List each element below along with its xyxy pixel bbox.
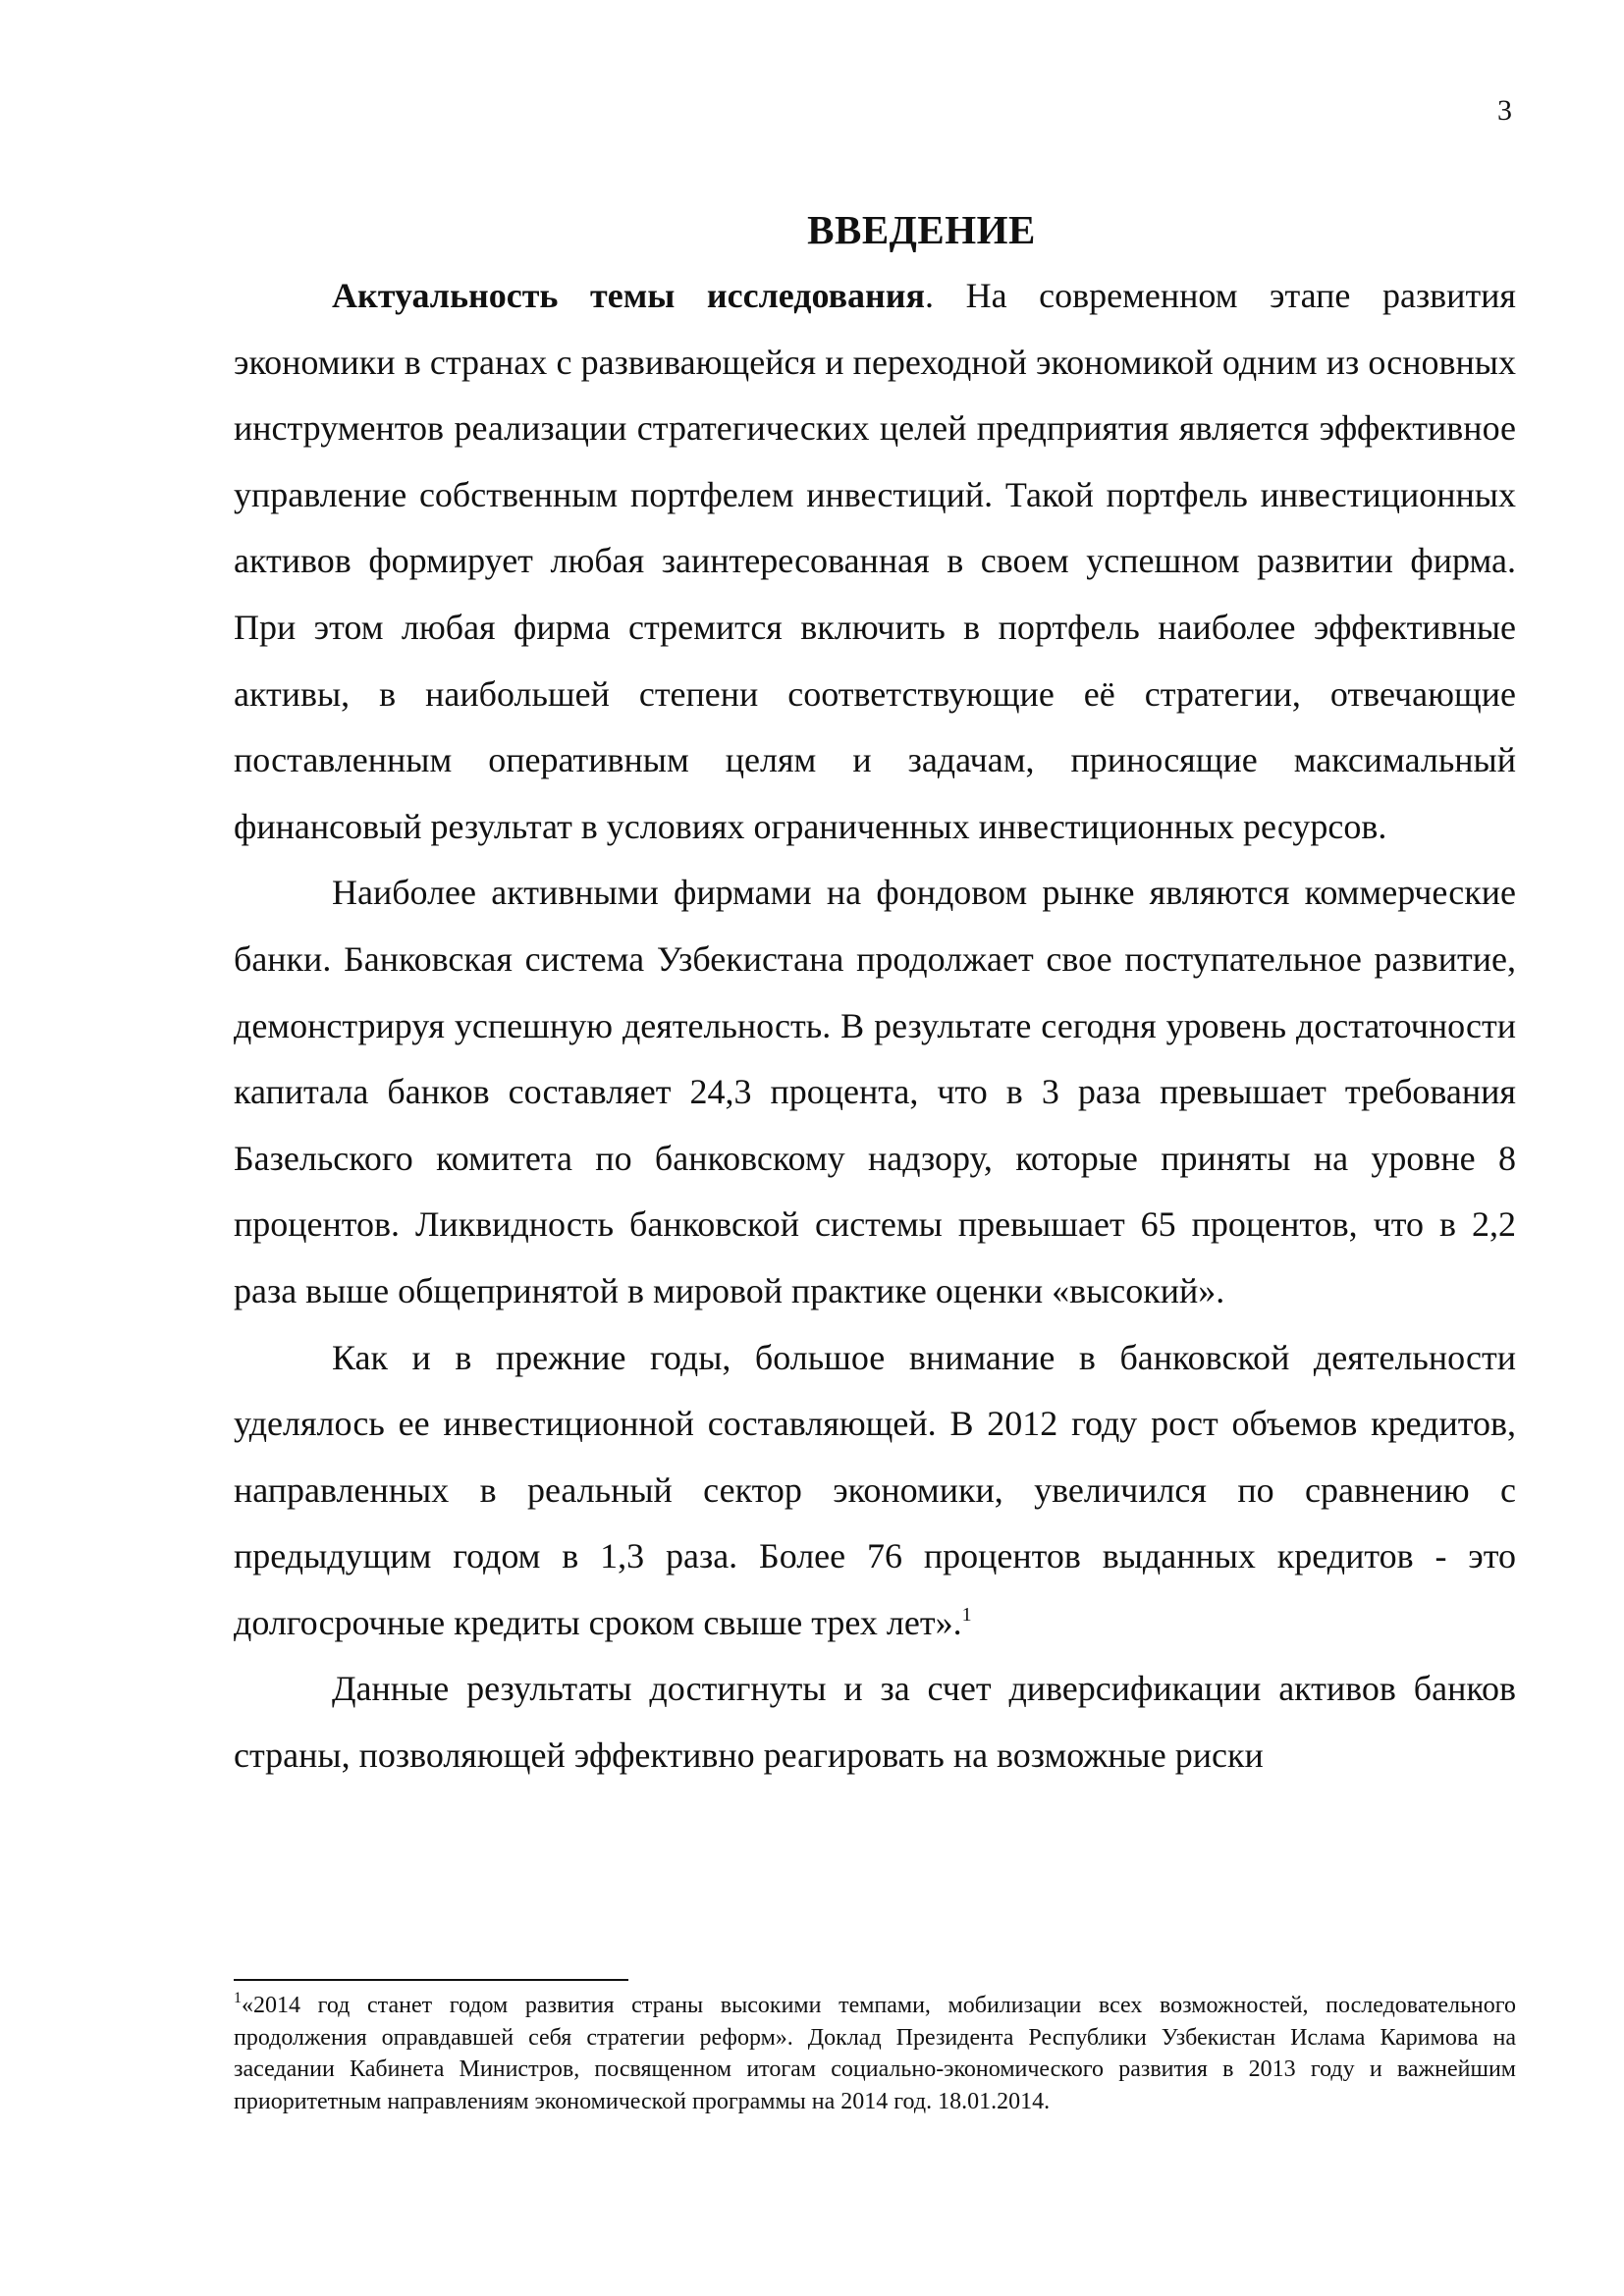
paragraph-investment <box>234 1325 1516 1657</box>
page-number: 3 <box>1497 94 1512 127</box>
footnote <box>234 1990 1516 2117</box>
page-title: ВВЕДЕНИЕ <box>807 207 1036 252</box>
paragraph-banks: Наиболее активными фирмами на фондовом рынке являются коммерческие банки. Банковская система Узбекистана продолжает свое поступательное развитие, демонстрируя успешную деятельность. В результате сегодня уровень достаточности капитала банков составляет 24,3 процента, что в 3 раза превышает требования Базельского комитета по банковскому надзору, которые приняты на уровне 8 процентов. Ликвидность банковской системы превышает 65 процентов, что в 2,2 раза выше общепринятой в мировой практике оценки «высокий». <box>234 873 1516 1310</box>
paragraph-relevance <box>234 263 1516 860</box>
footnote-reference: 1 <box>961 1603 972 1626</box>
relevance-lead: Актуальность темы исследования <box>332 276 926 315</box>
footnote-text: «2014 год станет годом развития страны высокими темпами, мобилизации всех возможностей, последовательного продолжения оправдавшей себя стратегии реформ». Доклад Президента Республики Узбекистан Ислама Каримова на заседании Кабинета Министров, посвященном итогам социально-экономического развития в 2013 году и важнейшим приоритетным направлениям экономической программы на 2014 год. 18.01.2014. <box>234 1993 1516 2114</box>
paragraph-text: Как и в прежние годы, большое внимание в банковской деятельности уделялось ее инвестиционной составляющей. В 2012 году рост объемов кредитов, направленных в реальный сектор экономики, увеличился по сравнению с предыдущим годом в 1,3 раза. Более 76 процентов выданных кредитов - это долгосрочные кредиты сроком свыше трех лет». <box>234 1337 1516 1642</box>
paragraph-diversification: Данные результаты достигнуты и за счет диверсификации активов банков страны, позволяющей эффективно реагировать на возможные риски <box>234 1669 1516 1776</box>
paragraph-text: . На современном этапе развития экономики в странах с развивающейся и переходной экономикой одним из основных инструментов реализации стратегических целей предприятия является эффективное управление собственным портфелем инвестиций. Такой портфель инвестиционных активов формирует любая заинтересованная в своем успешном развитии фирма. При этом любая фирма стремится включить в портфель наиболее эффективные активы, в наибольшей степени соответствующие её стратегии, отвечающие поставленным оперативным целям и задачам, приносящие максимальный финансовый результат в условиях ограниченных инвестиционных ресурсов. <box>234 276 1516 846</box>
footnote-marker: 1 <box>234 1990 242 2006</box>
main-text <box>234 196 1516 1789</box>
footnote-separator <box>234 1979 628 1981</box>
